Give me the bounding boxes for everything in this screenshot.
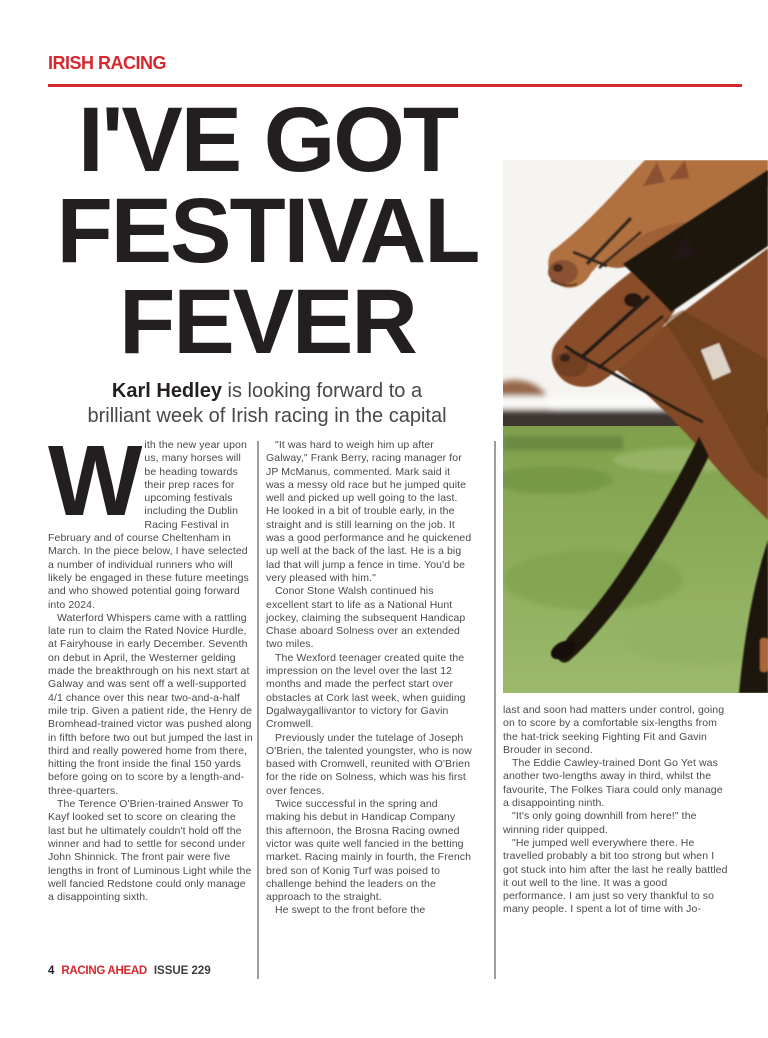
standfirst [28, 379, 506, 429]
article-column-2 [266, 439, 472, 979]
paragraph: "He jumped well everywhere there. He travelled probably a bit too strong but when I got stuck into him after the last he really battled it out well to the line. It was a good performance. I am just so very thankful to so many people. I spent a lot of time with Jo- [503, 836, 728, 916]
page-number: 4 [48, 965, 55, 977]
issue-number: ISSUE 229 [153, 965, 211, 977]
paragraph [48, 439, 254, 612]
paragraph: Previously under the tutelage of Joseph O'Brien, the talented youngster, who is now based with Cromwell, reunited with O'Brien for the ride on Solness, which was his first over fences. [266, 731, 472, 797]
page-footer [48, 965, 211, 977]
article-column-3 [503, 704, 728, 980]
drop-cap: W [48, 439, 140, 537]
paragraph: The Terence O'Brien-trained Answer To Kayf looked set to score on clearing the last but he ultimately couldn't hold off the winner and had to settle for second under John Shinnick. The front pair were five lengths in front of Luminous Light while the well fancied Redstone could only manage a disappointing sixth. [48, 798, 252, 904]
section-kicker: IRISH RACING [48, 53, 167, 73]
rear-horse-nostril [553, 264, 563, 272]
column-divider-2 [494, 441, 496, 979]
paragraph: "It's only going downhill from here!" the winning rider quipped. [503, 810, 697, 836]
paragraph: He swept to the front before the [275, 904, 426, 917]
column-divider-1 [257, 441, 259, 979]
paragraph: The Eddie Cawley-trained Dont Go Yet was another two-lengths away in third, whilst the favourite, The Folkes Tiara could only manage a disappointing ninth. [503, 757, 723, 810]
standfirst-line-1: is looking forward to a [221, 380, 423, 402]
racehorses-illustration [503, 160, 768, 693]
article-column-1 [48, 439, 254, 979]
paragraph-text: ith the new year upon us, many horses will be heading towards their prep races for upcoming festivals including the Dublin Racing Festival in February and of course Cheltenham in March. In the piece below, I have selected a number of individual runners who will likely be engaged in these future meetings and who showed potential going forward into 2024. [48, 439, 249, 611]
headline-line-3: FEVER [119, 271, 416, 373]
standfirst-line-2: brilliant week of Irish racing in the capital [87, 405, 447, 427]
paragraph: "It was hard to weigh him up after Galway," Frank Berry, racing manager for JP McManus, commented. Mark said it was a messy old race but he jumped quite well and picked up well going to the last. He looked in a bit of trouble early, in the straight and is still learning on the job. It was a good performance and he quickened up well at the back of the last. He is a big lad that will jump a fence in time. You'd be very pleased with him." [266, 439, 472, 584]
section-rule-line [48, 84, 742, 87]
author-name: Karl Hedley [111, 380, 222, 402]
headline-line-1: I'VE GOT [77, 89, 458, 191]
paragraph: The Wexford teenager created quite the impression on the level over the last 12 months and made the perfect start over obstacles at Cork last week, when guiding Dgalwaygallivantor to victory for Gavin Cromwell. [266, 651, 466, 731]
headline-line-2: FESTIVAL [56, 180, 479, 282]
paragraph: last and soon had matters under control, going on to score by a comfortable six-lengths from the hat-trick seeking Fighting Fit and Gavin Brouder in second. [503, 704, 725, 756]
headline [40, 89, 495, 373]
front-horse-nostril [560, 354, 570, 362]
paragraph: Conor Stone Walsh continued his excellent start to life as a National Hunt jockey, claiming the subsequent Handicap Chase aboard Solness over an extended two miles. [266, 585, 466, 651]
racehorses-photo [503, 160, 768, 693]
magazine-name: RACING AHEAD [61, 965, 147, 977]
paragraph: Waterford Whispers came with a rattling late run to claim the Rated Novice Hurdle, at Fairyhouse in early December. Seventh on debut in April, the Westerner gelding made the breakthrough on his next start at Galway and was sent off a well-supported 4/1 chance over this near two-and-a-half mile trip. Given a patient ride, the Henry de Bromhead-trained victor was pushed along in fifth before two out but jumped the last in third and really powered home from there, hitting the front inside the final 150 yards before going on to score by a length-and-three-quarters. [48, 611, 253, 797]
paragraph: Twice successful in the spring and making his debut in Handicap Company this afternoon, the Brosna Racing owned victor was quite well fancied in the betting market. Racing mainly in fourth, the French bred son of Konig Turf was poised to challenge behind the leaders on the approach to the straight. [266, 798, 472, 904]
